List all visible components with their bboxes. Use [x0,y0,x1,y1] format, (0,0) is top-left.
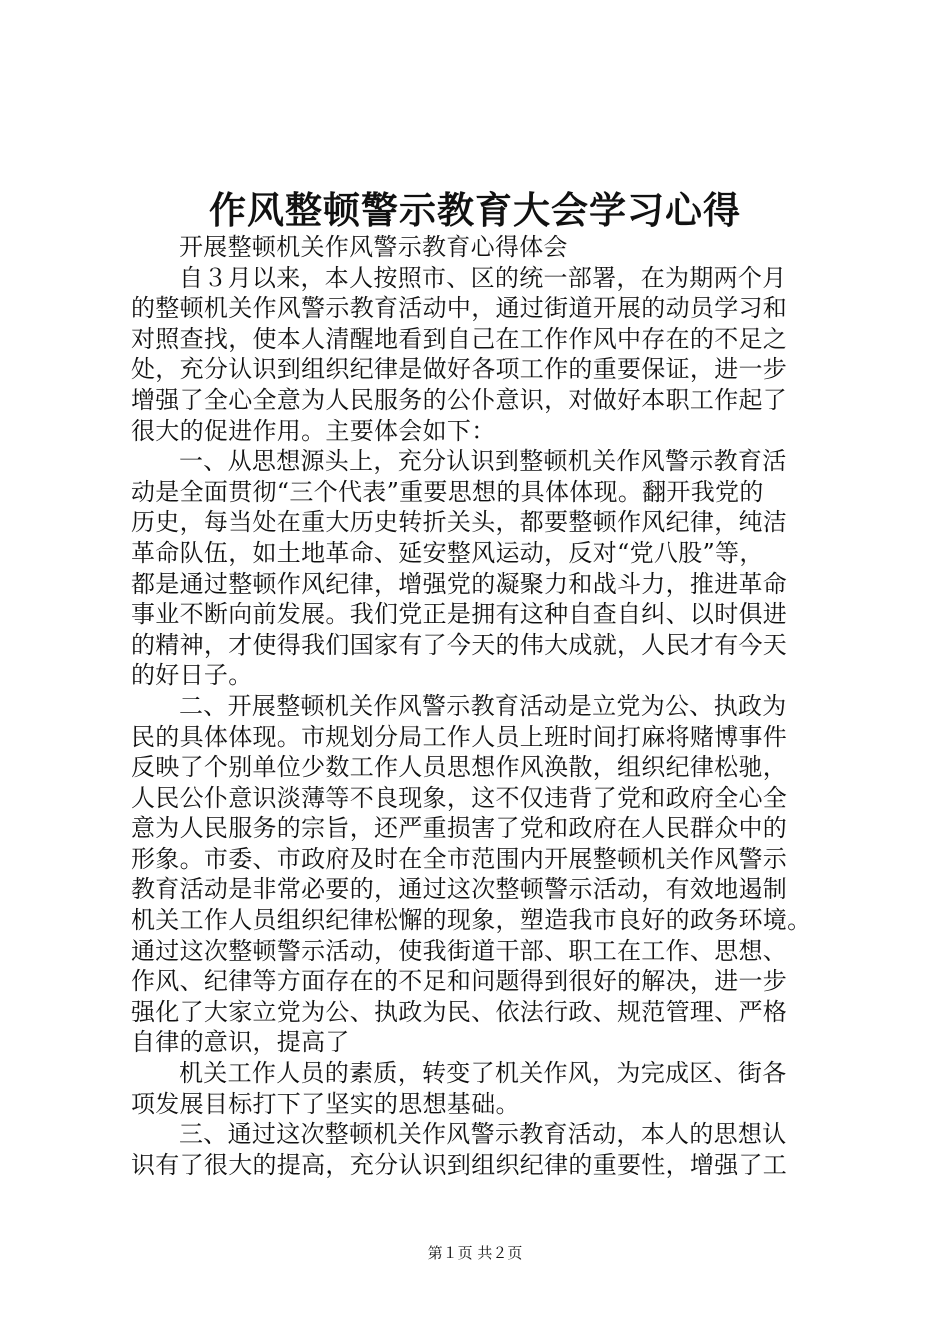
text-line: 事业不断向前发展。我们党正是拥有这种自查自纠、以时俱进 [131,600,788,629]
text-line: 作风、纪律等方面存在的不足和问题得到很好的解决，进一步 [131,967,788,996]
text-line: 意为人民服务的宗旨，还严重损害了党和政府在人民群众中的 [131,814,788,843]
text-line: 人民公仆意识淡薄等不良现象，这不仅违背了党和政府全心全 [131,783,788,812]
text-line: 自３月以来，本人按照市、区的统一部署，在为期两个月 [179,263,787,292]
text-line: 历史，每当处在重大历史转折关头，都要整顿作风纪律，纯洁 [131,508,788,537]
text-line: 革命队伍，如土地革命、延安整风运动，反对“党八股”等， [131,538,764,567]
text-line: 项发展目标打下了坚实的思想基础。 [131,1089,520,1118]
text-line: 民的具体体现。市规划分局工作人员上班时间打麻将赌博事件 [131,722,788,751]
text-line: 开展整顿机关作风警示教育心得体会 [179,233,568,261]
text-line: 处，充分认识到组织纪律是做好各项工作的重要保证，进一步 [131,355,788,384]
text-line: 的整顿机关作风警示教育活动中，通过街道开展的动员学习和 [131,294,788,323]
text-line: 都是通过整顿作风纪律，增强党的凝聚力和战斗力，推进革命 [131,569,788,598]
text-line: 教育活动是非常必要的，通过这次整顿警示活动，有效地遏制 [131,875,788,904]
text-line: 机关工作人员组织纪律松懈的现象，塑造我市良好的政务环境。 [131,906,812,935]
text-line: 识有了很大的提高，充分认识到组织纪律的重要性，增强了工 [131,1150,788,1179]
text-line: 强化了大家立党为公、执政为民、依法行政、规范管理、严格 [131,997,788,1026]
text-line: 一、从思想源头上，充分认识到整顿机关作风警示教育活 [179,447,787,476]
text-line: 反映了个别单位少数工作人员思想作风涣散，组织纪律松驰， [131,753,788,782]
text-line: 通过这次整顿警示活动，使我街道干部、职工在工作、思想、 [131,936,788,965]
page-footer: 第１页 共２页 [427,1244,523,1262]
text-line: 二、开展整顿机关作风警示教育活动是立党为公、执政为 [179,691,787,720]
text-line: 三、通过这次整顿机关作风警示教育活动，本人的思想认 [179,1120,787,1149]
text-line: 增强了全心全意为人民服务的公仆意识，对做好本职工作起了 [131,385,788,414]
text-line: 形象。市委、市政府及时在全市范围内开展整顿机关作风警示 [131,844,788,873]
text-line: 的精神，才使得我们国家有了今天的伟大成就，人民才有今天 [131,630,788,659]
text-line: 对照查找，使本人清醒地看到自己在工作作风中存在的不足之 [131,324,788,353]
text-line: 动是全面贯彻“三个代表”重要思想的具体体现。翻开我党的 [131,477,764,506]
text-line: 机关工作人员的素质，转变了机关作风，为完成区、街各 [179,1059,787,1088]
text-line: 自律的意识，提高了 [131,1028,350,1057]
document-body [131,232,831,1180]
document-title: 作风整顿警示教育大会学习心得 [209,188,741,232]
text-line: 的好日子。 [131,661,253,690]
text-line: 很大的促进作用。主要体会如下： [131,416,496,445]
